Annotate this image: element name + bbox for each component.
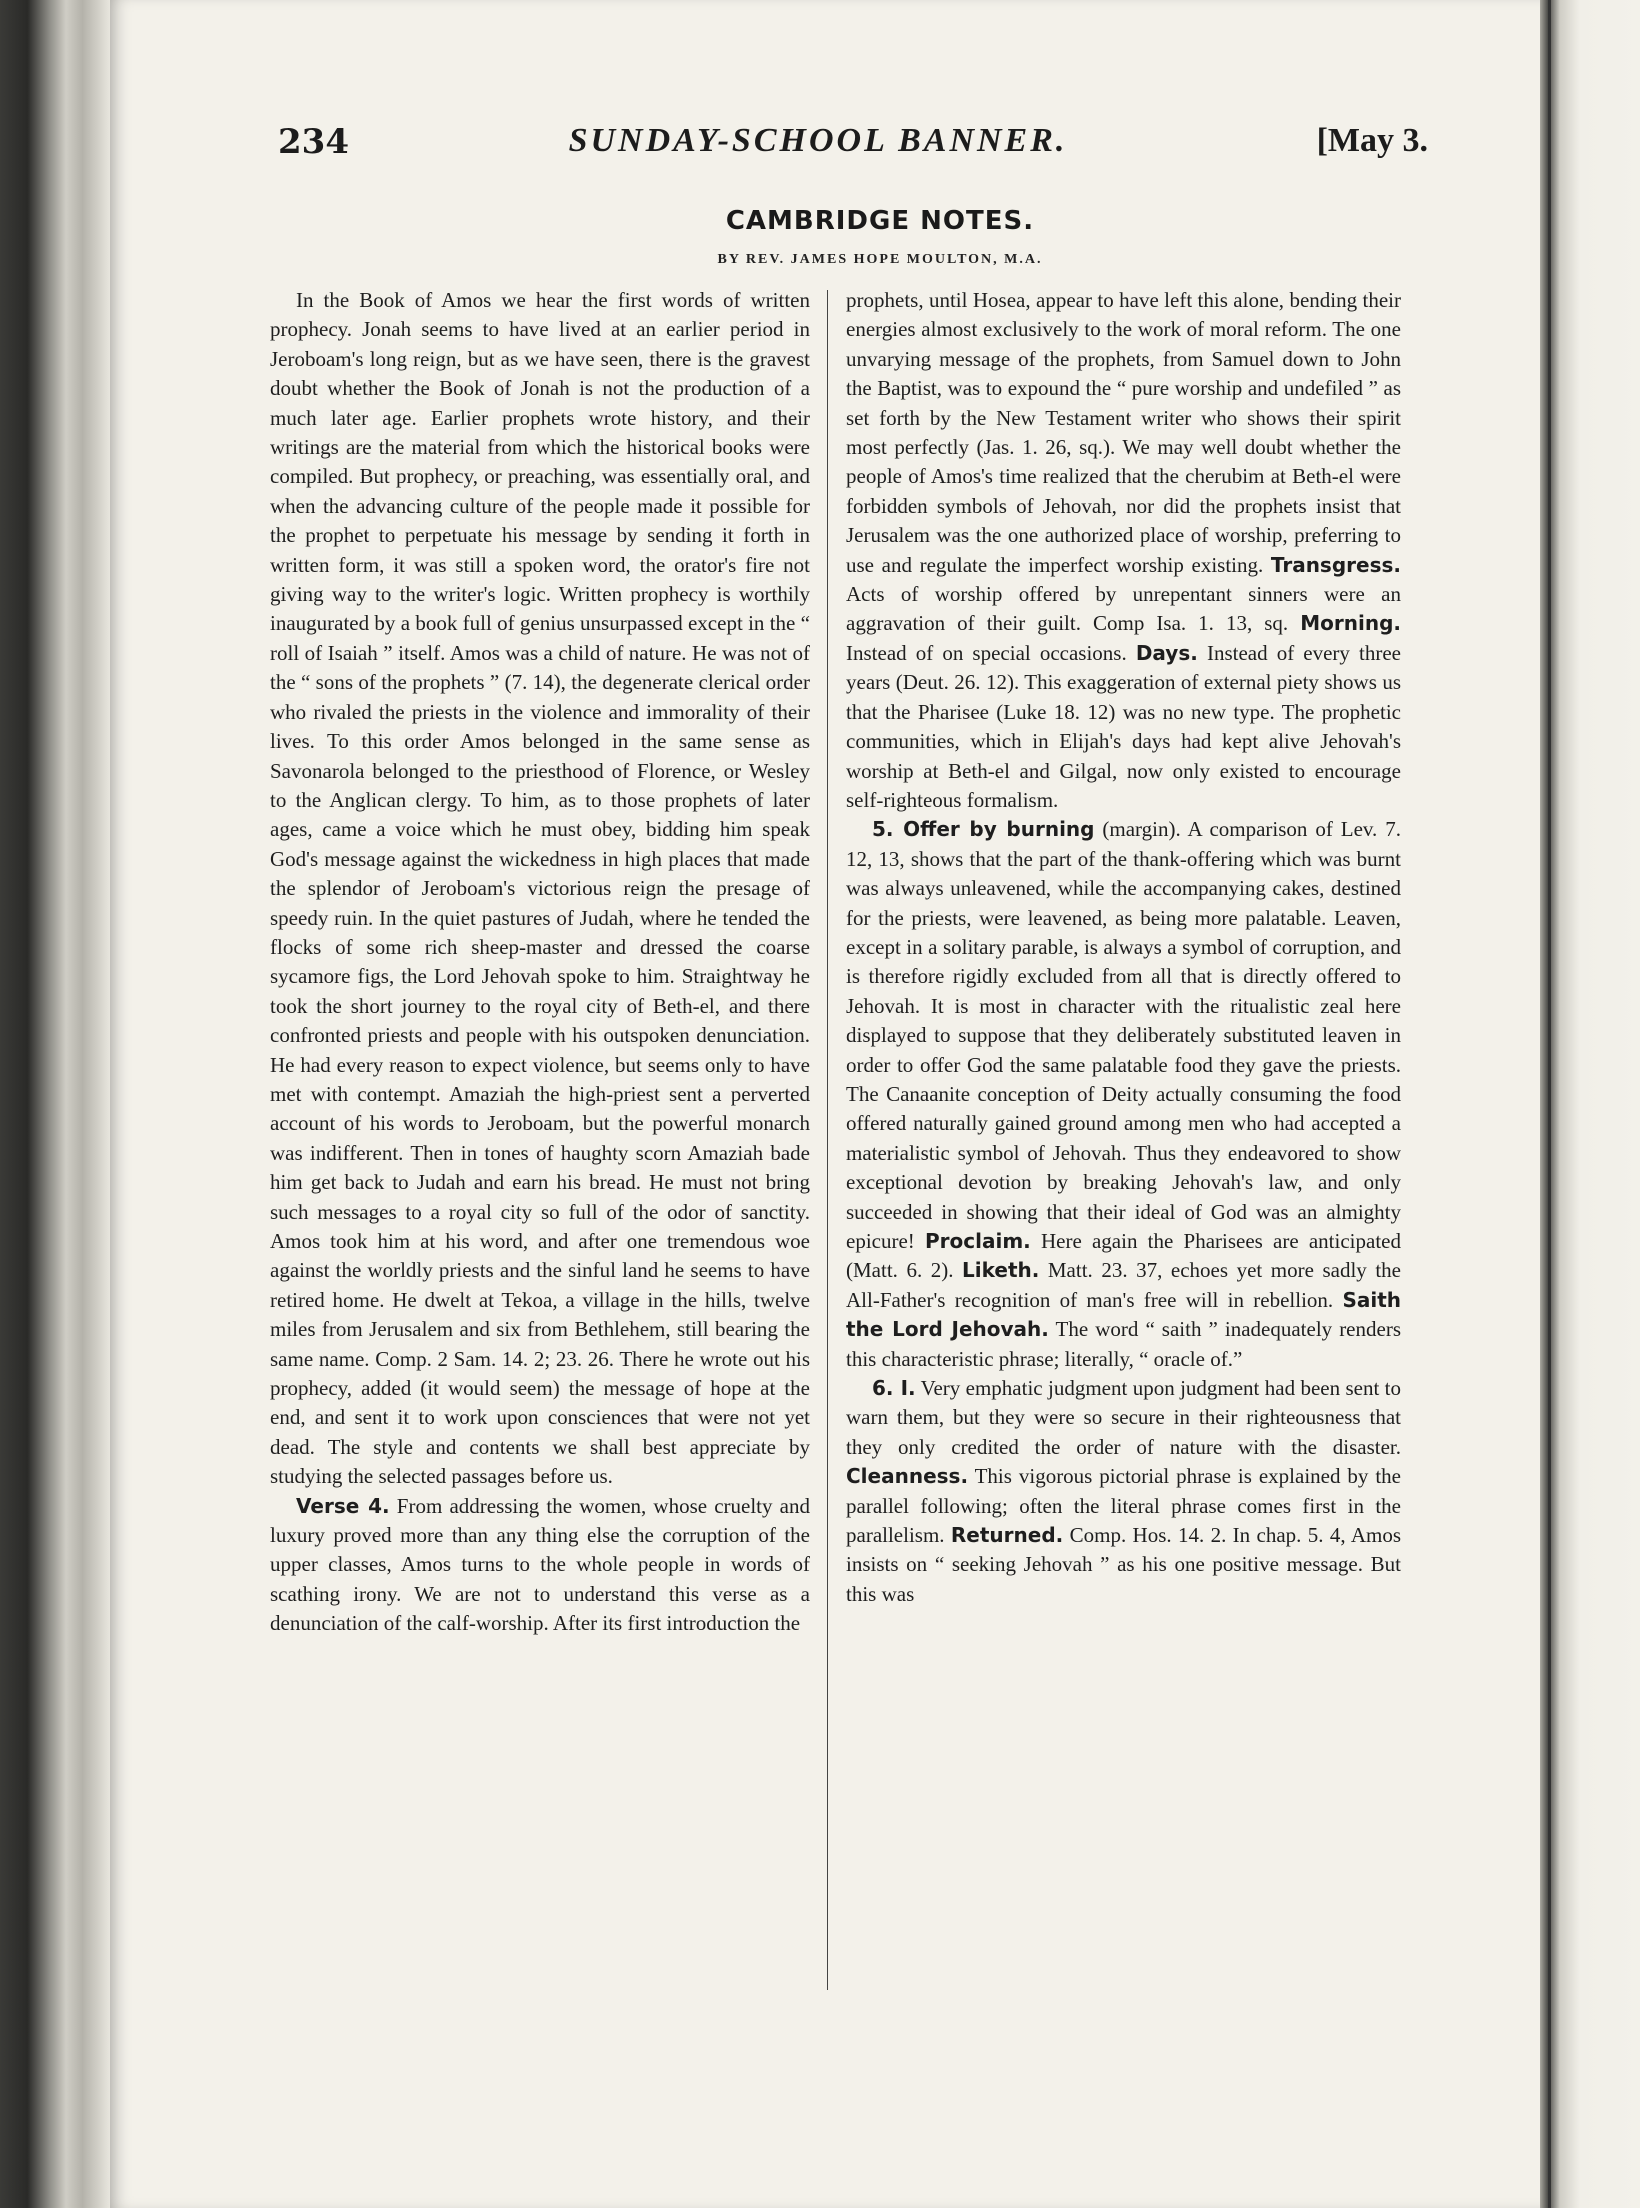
text-run: prophets, until Hosea, appear to have left this alone, bending their energies almost exclusively to the work of moral reform. The one unvarying message of the prophets, from Samuel down to John the Baptist, was to expound the “ pure worship and undefiled ” as set forth by the New Testament writer who shows their spirit most perfectly (Jas. 1. 26, sq.). We may well doubt whether the people of Amos's time realized that the cherubim at Beth-el were forbidden symbols of Jehovah, nor did the prophets insist that Jerusalem was the one authorized place of worship, preferring to use and regulate the imperfect worship existing. [846,288,1401,577]
text-run: (margin). A comparison of Lev. 7. 12, 13, shows that the part of the thank-offering which was burnt was always unleavened, while the accompanying cakes, destined for the priests, were leavened, as being more palatable. Leaven, except in a solitary parable, is always a symbol of corruption, and is therefore rigidly excluded from all that is directly offered to Jehovah. It is most in character with the ritualistic zeal here displayed to suppose that they deliberately substituted leaven in order to offer God the same palatable food they gave the priests. The Canaanite conception of Deity actually consuming the food offered naturally gained ground among men who had accepted a materialistic symbol of Jehovah. Thus they endeavored to show exceptional devotion by breaking Jehovah's law, and only succeeded in showing that their ideal of God was an almighty epicure! [846,817,1401,1253]
running-head [168,122,1428,172]
paragraph-verse-4 [270,1492,810,1639]
left-column [270,286,810,1639]
lead-offer-by-burning: 5. Offer by burning [872,817,1095,842]
journal-title: SUNDAY-SCHOOL BANNER. [568,122,1068,159]
text-run: Comp. Hos. 14. 2. In chap. 5. 4, Amos insists on “ seeking Jehovah ” as his one positive message. But this was [846,1523,1401,1606]
lead-cleanness: Cleanness. [846,1464,969,1489]
lead-6-i: 6. I. [872,1376,916,1401]
text-run: Acts of worship offered by unrepentant sinners were an aggravation of their guilt. Comp Isa. 1. 13, sq. [846,582,1401,636]
page-number: 234 [278,122,349,162]
paragraph-intro: In the Book of Amos we hear the first words of written prophecy. Jonah seems to have lived at an earlier period in Jeroboam's long reign, but as we have seen, there is the gravest doubt whether the Book of Jonah is not the production of a much later age. Earlier prophets wrote history, and their writings are the material from which the historical books were compiled. But prophecy, or preaching, was essentially oral, and when the advancing culture of the people made it possible for the prophet to perpetuate his message by sending it forth in written form, it was still a spoken word, the orator's fire not giving way to the writer's logic. Written prophecy is worthily inaugurated by a book full of genius unsurpassed except in the “ roll of Isaiah ” itself. Amos was a child of nature. He was not of the “ sons of the prophets ” (7. 14), the degenerate clerical order who rivaled the priests in the violence and immorality of their lives. To this order Amos belonged in the same sense as Savonarola belonged to the priesthood of Florence, or Wesley to the Anglican clergy. To him, as to those prophets of later ages, came a voice which he must obey, bidding him speak God's message against the wickedness in high places that made the splendor of Jeroboam's victorious reign the presage of speedy ruin. In the quiet pastures of Judah, where he tended the flocks of some rich sheep-master and dressed the coarse sycamore figs, the Lord Jehovah spoke to him. Straightway he took the short journey to the royal city of Beth-el, and there confronted priests and people with his outspoken denunciation. He had every reason to expect violence, but seems only to have met with contempt. Amaziah the high-priest sent a perverted account of his words to Jeroboam, but the powerful monarch was indifferent. Then in tones of haughty scorn Amaziah bade him get back to Judah and earn his bread. He must not bring such messages to a royal city so full of the odor of sanctity. Amos took him at his word, and after one tremendous woe against the worldly priests and the sinful land he seems to have retired home. He dwelt at Tekoa, a village in the hills, twelve miles from Jerusalem and six from Bethlehem, still bearing the same name. Comp. 2 Sam. 14. 2; 23. 26. There he wrote out his prophecy, added (it would seem) the message of hope at the end, and sent it to work upon consciences that were not yet dead. The style and contents we shall best appreciate by studying the selected passages before us. [270,288,810,1489]
verse-4-text: From addressing the women, whose cruelty and luxury proved more than any thing else the corruption of the upper classes, Amos turns to the whole people in words of scathing irony. We are not to understand this verse as a denunciation of the calf-worship. After its first introduction the [270,1493,810,1636]
right-column [846,286,1401,1609]
lead-liketh: Liketh. [962,1258,1040,1283]
lead-transgress: Transgress. [1270,552,1401,577]
lead-morning: Morning. [1300,611,1401,636]
text-run: Instead of every three years (Deut. 26. 12). This exaggeration of external piety shows us that the Pharisee (Luke 18. 12) was no new type. The prophetic communities, which in Elijah's days had kept alive Jehovah's worship at Beth-el and Gilgal, now only existed to encourage self-righteous formalism. [846,640,1401,812]
lead-saith: Saith the Lord Jehovah. [846,1287,1401,1342]
lead-proclaim: Proclaim. [925,1229,1031,1253]
text-run: The word “ saith ” inadequately renders this characteristic phrase; literally, “ oracle of.” [846,1317,1401,1371]
paragraph-verse-5 [846,815,1401,1374]
text-run: Very emphatic judgment upon judgment had been sent to warn them, but they were so secure in their righteousness that they only credited the order of nature with the disaster. [846,1376,1401,1459]
lead-returned: Returned. [950,1523,1064,1548]
issue-date: [May 3. [1316,122,1428,159]
article-byline: BY REV. JAMES HOPE MOULTON, M.A. [717,252,1043,267]
paragraph-continuation [846,286,1401,815]
text-run: Here again the Pharisees are anticipated (Matt. 6. 2). [846,1229,1401,1283]
text-run: This vigorous pictorial phrase is explained by the parallel following; often the literal phrase comes first in the parallelism. [846,1464,1401,1548]
paragraph-verse-6 [846,1374,1401,1609]
text-run: Instead of on special occasions. [846,640,1136,665]
lead-verse-4: Verse 4. [296,1493,390,1518]
page-edge [1540,0,1640,2208]
text-run: Matt. 23. 37, echoes yet more sadly the All-Father's recognition of man's free will in rebellion. [846,1258,1401,1312]
column-rule [827,290,828,1990]
book-spine [0,0,110,2208]
article-title: CAMBRIDGE NOTES. [725,206,1035,236]
lead-days: Days. [1135,640,1198,665]
